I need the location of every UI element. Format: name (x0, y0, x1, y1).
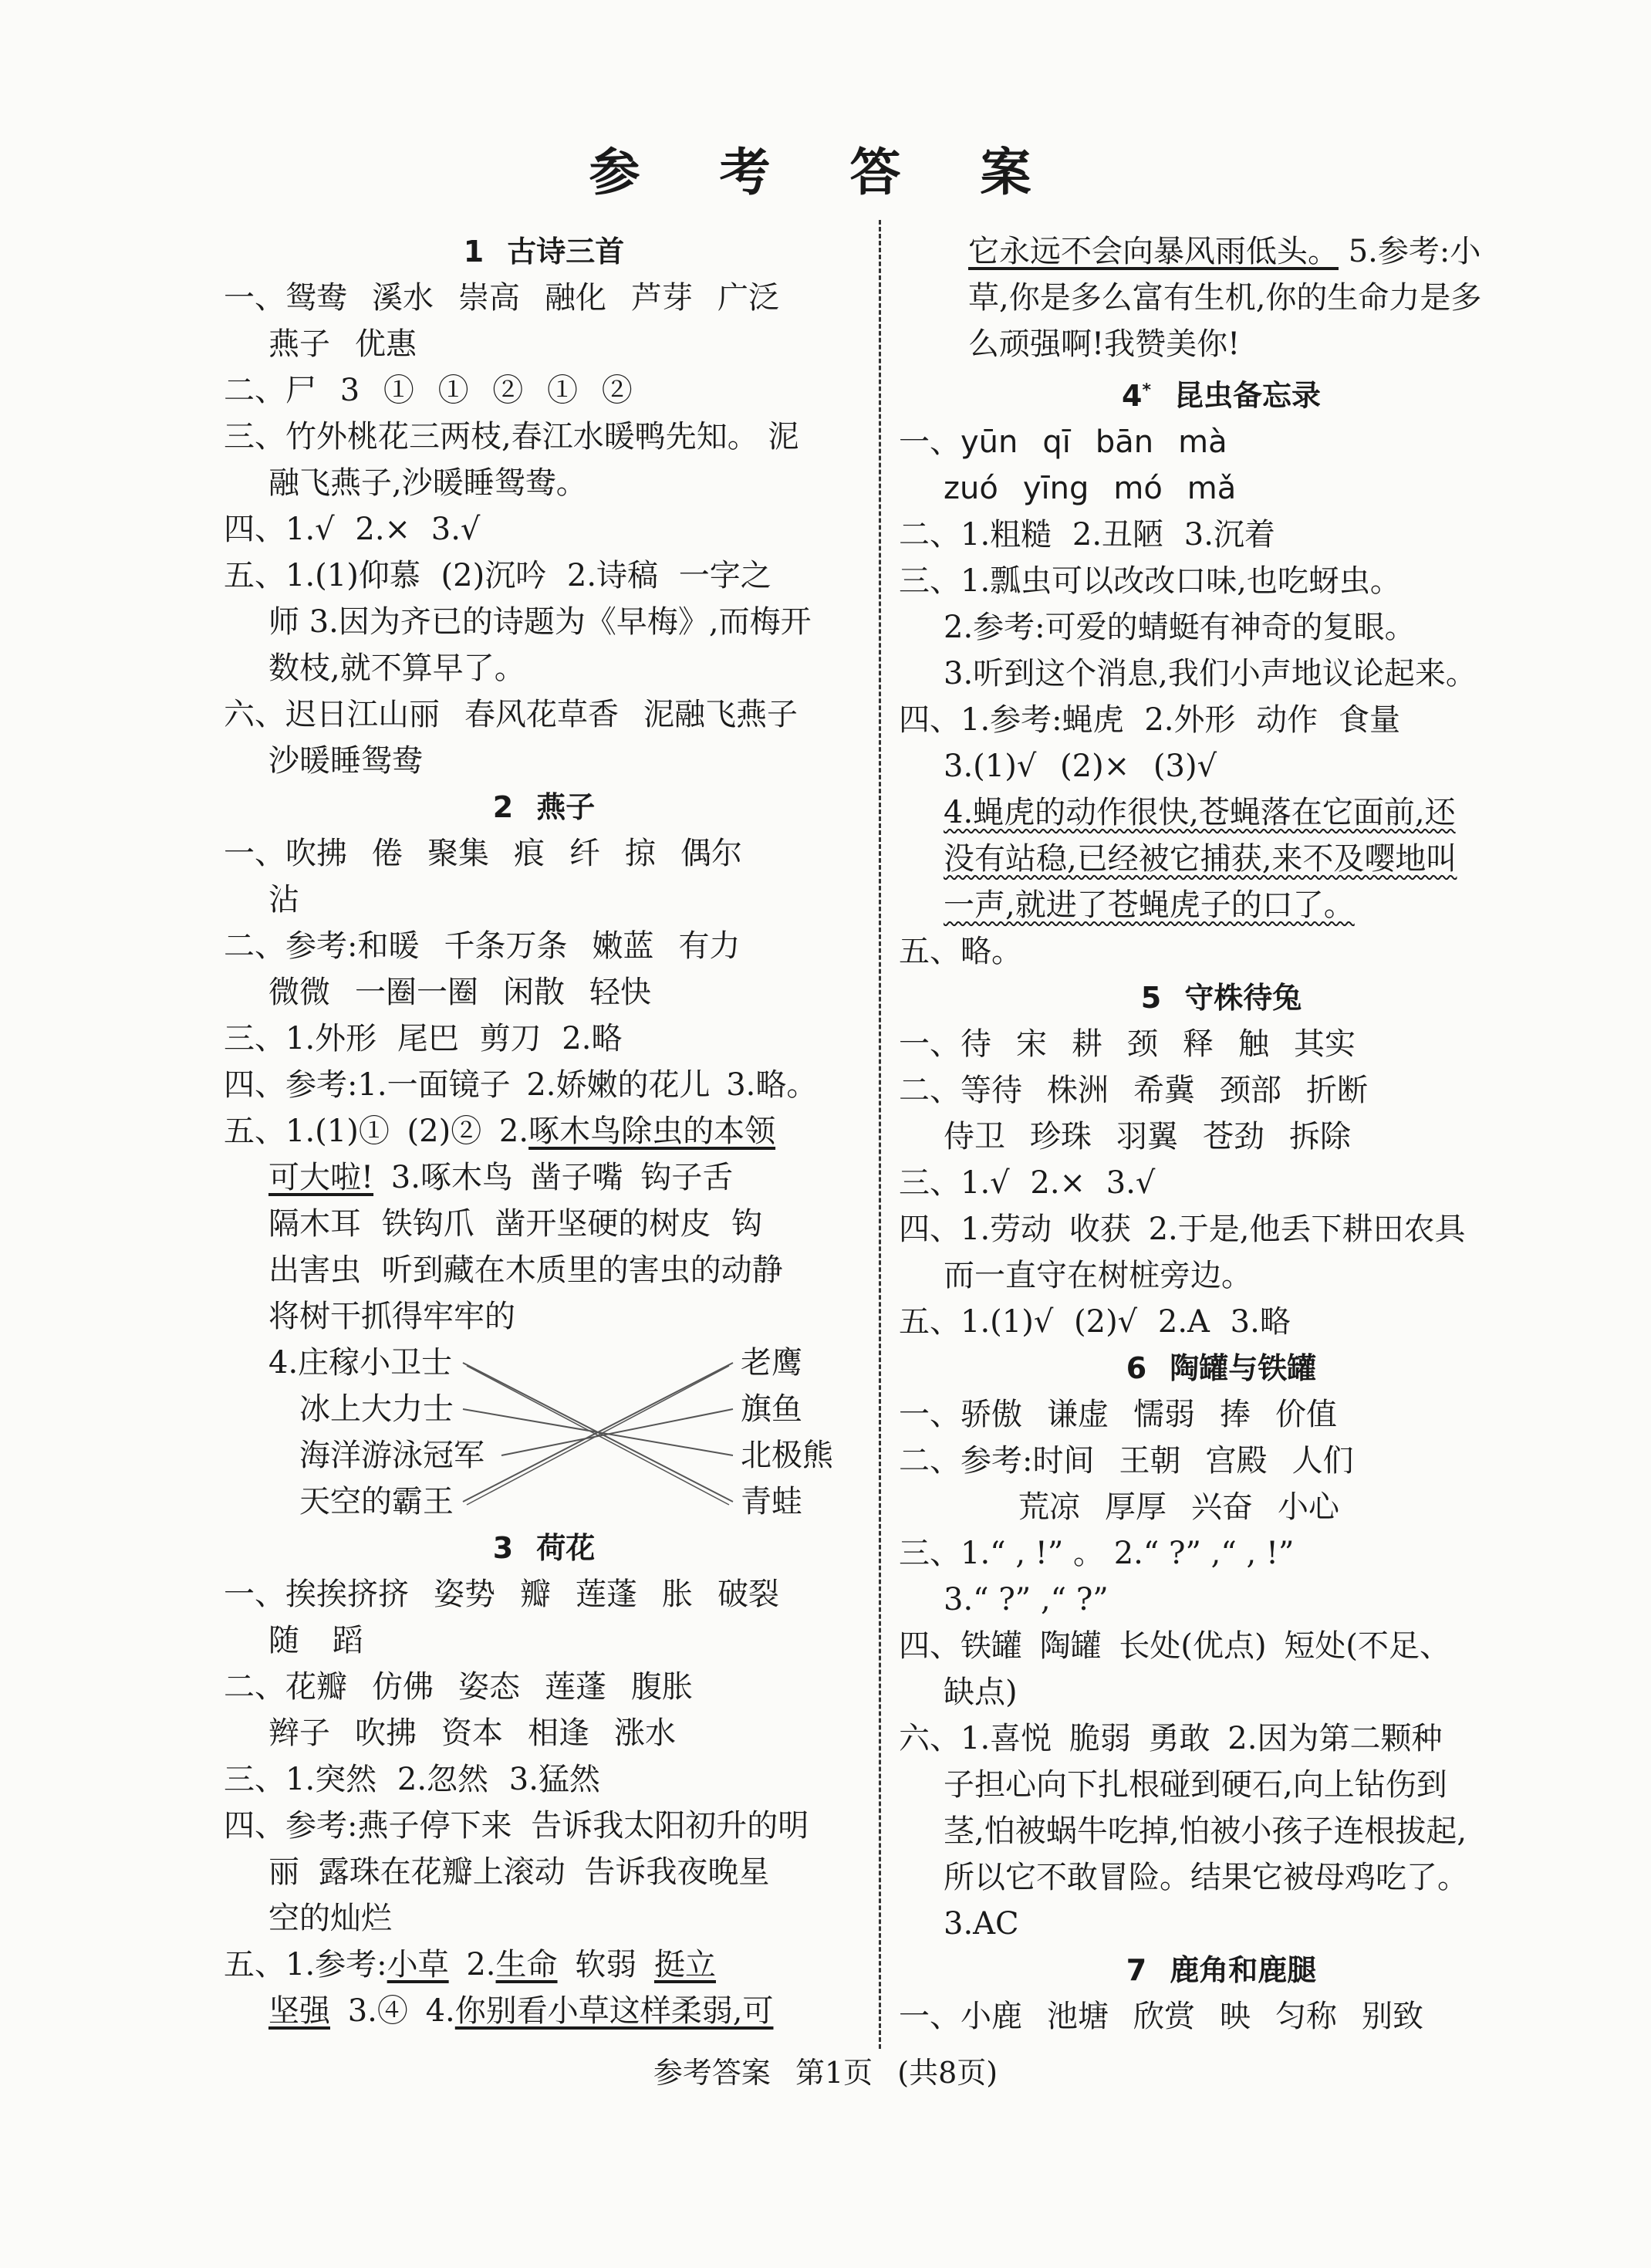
answer-line: 二、等待 株洲 希冀 颈部 折断 (899, 1072, 1368, 1108)
answer-line: 三、竹外桃花三两枝,春江水暖鸭先知。 泥 (224, 419, 799, 455)
answer-line: 数枝,就不算早了。 (268, 651, 525, 686)
answer-line: 所以它不敢冒险。结果它被母鸡吃了。 (944, 1859, 1468, 1895)
answer-line: 沾 (268, 882, 299, 918)
answer-line: 三、1.“ , !” 。 2.“ ?” ,“ , !” (899, 1535, 1295, 1571)
answer-line: 一、鸳鸯 溪水 崇高 融化 芦芽 广泛 (224, 280, 779, 316)
answer-line: 一声,就进了苍蝇虎子的口了。 (944, 887, 1355, 923)
page-footer (0, 2049, 1651, 2091)
answer-line: 3.AC (944, 1905, 1019, 1942)
answer-line: 五、1.参考:小草 2.生命 软弱 挺立 (224, 1947, 716, 1982)
answer-line: 4.蝇虎的动作很快,苍蝇落在它面前,还 (944, 794, 1456, 830)
match-left-item: 冰上大力士 (299, 1391, 454, 1427)
answer-line: 2.参考:可爱的蜻蜓有神奇的复眼。 (944, 609, 1416, 645)
answer-line: 缺点) (944, 1674, 1018, 1710)
answer-line: 一、挨挨挤挤 姿势 瓣 莲蓬 胀 破裂 (224, 1577, 779, 1612)
match-left-item: 天空的霸王 (299, 1484, 454, 1519)
match-line (501, 1409, 733, 1455)
section-title: 3 荷花 (492, 1531, 596, 1565)
answer-line: 燕子 优惠 (268, 326, 417, 362)
answer-line: 侍卫 珍珠 羽翼 苍劲 拆除 (944, 1118, 1351, 1154)
section-title: 4* 昆虫备忘录 (1122, 378, 1321, 413)
section-title: 7 鹿角和鹿腿 (1126, 1952, 1317, 1987)
answer-line: 三、1.√ 2.× 3.√ (899, 1164, 1156, 1201)
answer-line: 坚强 3.④ 4.你别看小草这样柔弱,可 (268, 1993, 774, 2029)
answer-line: 五、1.(1)① (2)② 2.啄木鸟除虫的本领 (224, 1114, 776, 1149)
section-title: 2 燕子 (492, 790, 596, 824)
answer-line: 五、1.(1)√ (2)√ 2.A 3.略 (899, 1303, 1291, 1340)
answer-line: 微微 一圈一圈 闲散 轻快 (268, 975, 651, 1010)
page-title: 参 考 答 案 (589, 142, 1062, 202)
answer-line: 五、略。 (899, 933, 1022, 969)
answer-line: 草,你是多么富有生机,你的生命力是多 (968, 280, 1482, 316)
left-column (224, 228, 864, 2034)
right-column (899, 228, 1544, 2040)
answer-line: 茎,怕被蜗牛吃掉,怕被小孩子连根拔起, (944, 1813, 1467, 1849)
answer-line: 隔木耳 铁钩爪 凿开坚硬的树皮 钩 (268, 1206, 763, 1242)
answer-line: 二、参考:和暖 千条万条 嫩蓝 有力 (224, 928, 741, 964)
answer-line: 四、1.√ 2.× 3.√ (224, 512, 481, 547)
answer-line: 四、参考:1.一面镜子 2.娇嫩的花儿 3.略。 (224, 1067, 818, 1103)
answer-line: 四、1.参考:蝇虎 2.外形 动作 食量 (899, 701, 1400, 738)
match-right-item: 旗鱼 (741, 1391, 802, 1427)
answer-line: 一、吹拂 倦 聚集 痕 纤 掠 偶尔 (224, 836, 742, 871)
answer-line: 沙暖睡鸳鸯 (268, 743, 423, 779)
answer-line: 一、yūn qī bān mà (899, 424, 1227, 460)
match-right-item: 老鹰 (741, 1345, 802, 1381)
answer-line: 二、1.粗糙 2.丑陋 3.沉着 (899, 516, 1275, 553)
answer-line: 出害虫 听到藏在木质里的害虫的动静 (268, 1252, 783, 1288)
answer-line: 融飞燕子,沙暖睡鸳鸯。 (268, 465, 587, 501)
section-title: 5 守株待兔 (1140, 980, 1302, 1015)
answer-line: 二、尸 3 ① ① ② ① ② (224, 373, 633, 408)
answer-line: 随 蹈 (268, 1623, 363, 1658)
answer-line: 3.“ ?” ,“ ?” (944, 1581, 1109, 1617)
answer-line: 没有站稳,已经被它捕获,来不及嘤地叫 (944, 840, 1457, 877)
answer-line: 荒凉 厚厚 兴奋 小心 (1018, 1489, 1339, 1525)
answer-line: 一、骄傲 谦虚 懦弱 捧 价值 (899, 1396, 1337, 1432)
answer-line: 3.(1)√ (2)× (3)√ (944, 748, 1217, 784)
footer-name: 参考答案 (653, 2056, 771, 2090)
answer-line: 空的灿烂 (268, 1901, 392, 1936)
answer-line: 么顽强啊!我赞美你! (968, 326, 1241, 362)
answer-line: 四、1.劳动 收获 2.于是,他丢下耕田农具 (899, 1211, 1466, 1247)
section-title: 6 陶罐与铁罐 (1126, 1350, 1317, 1385)
answer-line: zuó yīng mó mǎ (944, 470, 1237, 506)
answer-line: 三、1.突然 2.忽然 3.猛然 (224, 1762, 600, 1797)
answer-line: 3.听到这个消息,我们小声地议论起来。 (944, 655, 1477, 691)
match-right-item: 青蛙 (741, 1484, 802, 1519)
answer-line: 二、花瓣 仿佛 姿态 莲蓬 腹胀 (224, 1669, 693, 1705)
match-right-item: 北极熊 (741, 1438, 833, 1473)
answer-line: 四、铁罐 陶罐 长处(优点) 短处(不足、 (899, 1627, 1450, 1664)
answer-line: 而一直守在树桩旁边。 (944, 1257, 1252, 1293)
answer-line: 一、待 宋 耕 颈 释 触 其实 (899, 1026, 1356, 1062)
answer-line: 丽 露珠在花瓣上滚动 告诉我夜晚星 (268, 1854, 770, 1890)
matching-exercise (224, 1340, 864, 1525)
answer-line: 它永远不会向暴风雨低头。 5.参考:小 (968, 234, 1481, 269)
answer-line: 六、1.喜悦 脆弱 勇敢 2.因为第二颗种 (899, 1720, 1443, 1756)
answer-line: 可大啦! 3.啄木鸟 凿子嘴 钩子舌 (268, 1160, 734, 1195)
section-title: 1 古诗三首 (463, 235, 625, 269)
answer-line: 辫子 吹拂 资本 相逢 涨水 (268, 1715, 676, 1751)
match-left-item: 4.庄稼小卫士 (268, 1345, 453, 1381)
answer-line: 三、1.外形 尾巴 剪刀 2.略 (224, 1021, 623, 1056)
answer-line: 二、参考:时间 王朝 宫殿 人们 (899, 1442, 1354, 1479)
match-left-item: 海洋游泳冠军 (299, 1438, 484, 1473)
answer-line: 三、1.瓢虫可以改改口味,也吃蚜虫。 (899, 563, 1401, 599)
answer-line: 师 3.因为齐已的诗题为《早梅》,而梅开 (268, 604, 812, 640)
answer-line: 五、1.(1)仰慕 (2)沉吟 2.诗稿 一字之 (224, 558, 771, 593)
answer-line: 子担心向下扎根碰到硬石,向上钻伤到 (944, 1766, 1447, 1803)
answer-line: 一、小鹿 池塘 欣赏 映 匀称 别致 (899, 1998, 1423, 2034)
footer-page: 第1页 (795, 2056, 873, 2090)
answer-line: 四、参考:燕子停下来 告诉我太阳初升的明 (224, 1808, 809, 1844)
answer-line: 将树干抓得牢牢的 (268, 1299, 515, 1334)
answer-line: 六、迟日江山丽 春风花草香 泥融飞燕子 (224, 697, 798, 732)
column-divider (879, 220, 881, 2049)
footer-total: (共8页) (897, 2056, 998, 2090)
